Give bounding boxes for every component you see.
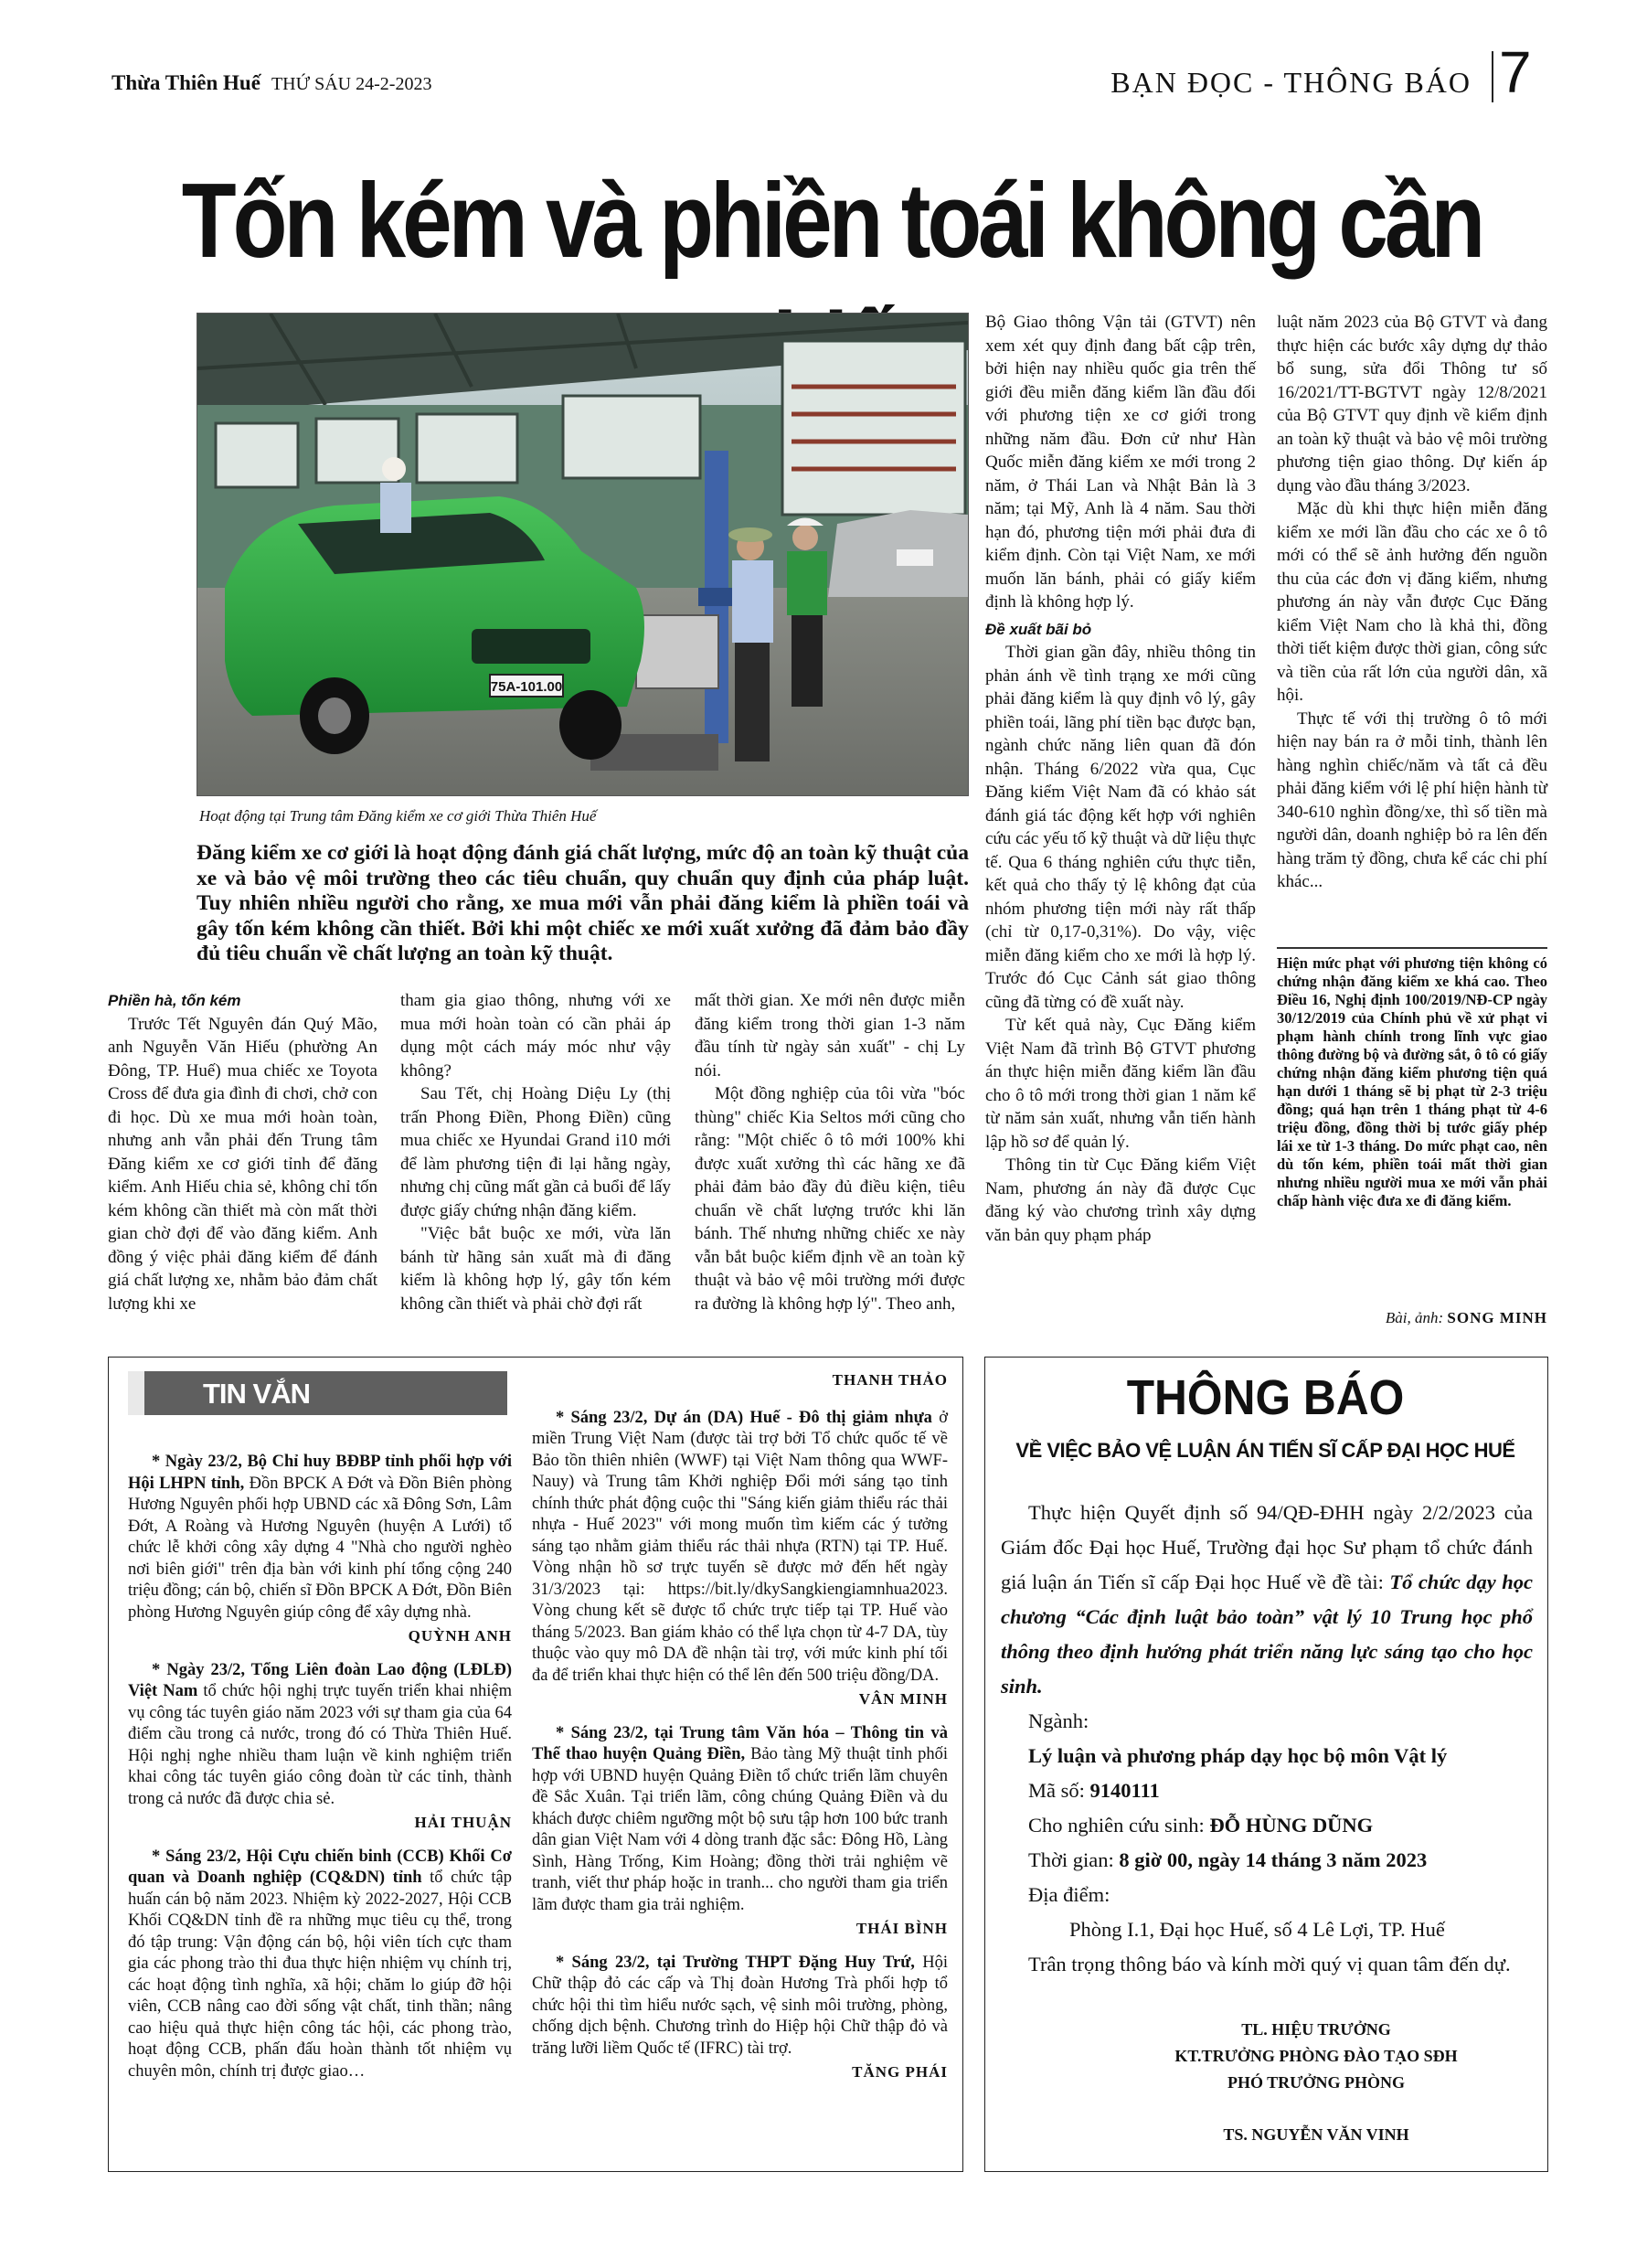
notice-closing: Trân trọng thông báo và kính mời quý vị quan tâm đến dự. bbox=[1028, 1953, 1511, 1975]
byline-label: Bài, ảnh: bbox=[1385, 1309, 1444, 1326]
news-author: HẢI THUẬN bbox=[414, 1814, 512, 1831]
tin-van-title: TIN VẮN bbox=[203, 1378, 310, 1410]
news-text: tổ chức tập huấn cán bộ năm 2023. Nhiệm kỳ 2022-2027, Hội CCB Khối CQ&DN tỉnh đề ra những mục tiêu cụ thể, trong đó tập trung: Vận động cán bộ, hội viên tích cực tham gia các phong trào thi đua thực hiện nhiệm vụ chính trị, các hoạt động tình nghĩa, xã hội; chăm lo giúp đỡ hội viên, CCB nâng cao đời sống vật chất, tinh thần; nâng cao hiệu quả thực hiện công tác hội, các phong trào, hoạt động CCB, phấn đấu hoàn thành tốt nhiệm vụ chuyên môn, chính trị được giao… bbox=[128, 1869, 512, 2081]
researcher-label: Cho nghiên cứu sinh: bbox=[1028, 1814, 1205, 1837]
paragraph: Mặc dù khi thực hiện miễn đăng kiểm xe mới lần đầu cho các xe ô tô mới có thể sẽ ảnh hưởng đến nguồn thu của các đơn vị đăng kiểm, nhưng phương án này vẫn được Cục Đăng kiểm Việt Nam cho là khả thi, đồng thời tiết kiệm được thời gian, công sức và tiền của rất lớn của người dân, xã hội. bbox=[1277, 499, 1547, 705]
news-lead: * Ngày 23/2, Bộ Chỉ huy BĐBP tỉnh phối hợp với Hội LHPN tỉnh, bbox=[128, 1453, 512, 1493]
place-label: Địa điểm: bbox=[1028, 1883, 1110, 1906]
paragraph: Thông tin từ Cục Đăng kiểm Việt Nam, phương án này đã được Cục đăng ký vào chương trình xây dựng văn bản quy phạm pháp bbox=[985, 1155, 1256, 1245]
penalty-info-box: Hiện mức phạt với phương tiện không có chứng nhận đăng kiểm xe khá cao. Theo Điều 16, Nghị định 100/2019/NĐ-CP ngày 30/12/2019 của Chính phủ về xử phạt vi phạm hành chính trong lĩnh vực giao thông đường bộ và đường sắt, ô tô có giấy chứng nhận đăng kiểm phương tiện quá hạn dưới 1 tháng sẽ bị phạt từ 2-3 triệu đồng; quá hạn trên 1 tháng phạt từ 4-6 triệu đồng, đồng thời bị tước giấy phép lái xe từ 1-3 tháng. Do mức phạt cao, nên dù tốn kém, phiền toái mất thời gian nhưng nhiều người mua xe mới vẫn phải chấp hành việc đưa xe đi đăng kiểm. bbox=[1277, 954, 1547, 1209]
tin-van-column-right bbox=[532, 1368, 948, 2096]
notice-intro: Thực hiện Quyết định số 94/QĐ-ĐHH ngày 2/2/2023 của Giám đốc Đại học Huế, Trường đại học Sư phạm tổ chức đánh giá luận án Tiến sĩ cấp Đại học Huế về đề tài: bbox=[1001, 1501, 1533, 1593]
paragraph: Bộ Giao thông Vận tải (GTVT) nên xem xét quy định đang bất cập trên, bởi hiện nay nhiều quốc gia trên thế giới đều miễn đăng kiểm lần đầu đối với phương tiện xe cơ giới trong những năm đầu. Đơn cử như Hàn Quốc miễn đăng kiểm xe mới trong 2 năm, ở Thái Lan và Nhật Bản là 3 năm; tại Mỹ, Anh là 4 năm. Sau thời hạn đó, phương tiện mới phải đưa đi kiểm định. Còn tại Việt Nam, xe mới muốn lăn bánh, phải có giấy kiểm định là không hợp lý. bbox=[985, 313, 1256, 612]
news-text: ở miền Trung Việt Nam (được tài trợ bởi Tổ chức quốc tế về Bảo tồn thiên nhiên (WWF) tại Việt Nam thông qua WWF-Nauy) và Trung tâm Khởi nghiệp Đổi mới sáng tạo tỉnh chính thức phát động cuộc thi "Sáng kiến giảm thiểu rác thải nhựa - Huế 2023" với mong muốn tìm kiếm các ý tưởng sáng tạo nhằm giảm thiểu rác thải nhựa (RTN) tại TP. Huế. Vòng nhận hồ sơ trực tuyến sẽ được mở đến hết ngày 31/3/2023 tại: https://bit.ly/dkySangkiengiamnhua2023. Vòng chung kết sẽ được tổ chức trực tiếp tại TP. Huế vào tháng 5/2023. Ban giám khảo có thể lựa chọn từ 4-7 DA, tùy thuộc vào quy mô DA đề nhận tài trợ, với mức kinh phí tối đa để triển khai thực hiện có thể lên đến 500 triệu đồng/DA. bbox=[532, 1408, 948, 1685]
news-author: QUỲNH ANH bbox=[408, 1627, 512, 1645]
photo-caption: Hoạt động tại Trung tâm Đăng kiểm xe cơ giới Thừa Thiên Huế bbox=[199, 807, 597, 825]
signature-title-2: KT.TRƯỞNG PHÒNG ĐÀO TẠO SĐH bbox=[1174, 2047, 1458, 2065]
section-name: BẠN ĐỌC - THÔNG BÁO bbox=[1110, 66, 1472, 99]
tin-van-column-left bbox=[128, 1452, 512, 2082]
signature-title-1: TL. HIỆU TRƯỞNG bbox=[1241, 2020, 1391, 2039]
news-item bbox=[532, 1408, 948, 1688]
subhead-de-xuat: Đề xuất bãi bỏ bbox=[985, 620, 1092, 638]
news-lead: * Ngày 23/2, Tổng Liên đoàn Lao động (LĐLĐ) Việt Nam bbox=[128, 1660, 512, 1700]
news-lead: * Sáng 23/2, Dự án (DA) Huế - Đô thị giảm nhựa bbox=[556, 1408, 932, 1427]
time-label: Thời gian: bbox=[1028, 1848, 1114, 1871]
subhead-phien-ha: Phiền hà, tốn kém bbox=[108, 992, 241, 1009]
news-lead: * Sáng 23/2, tại Trung tâm Văn hóa – Thông tin và Thể thao huyện Quảng Điền, bbox=[532, 1723, 948, 1763]
headline: Tốn kém và phiền toái không cần bbox=[181, 160, 1482, 280]
garage-scene-illustration bbox=[197, 314, 968, 795]
defense-time: 8 giờ 00, ngày 14 tháng 3 năm 2023 bbox=[1119, 1848, 1428, 1871]
paragraph: tham gia giao thông, nhưng với xe mua mới hoàn toàn có cần phải áp dụng một cách máy móc như vậy không? bbox=[400, 991, 671, 1081]
article-column-5 bbox=[1277, 311, 1547, 894]
major-code: 9140111 bbox=[1089, 1779, 1160, 1802]
page-number: 7 bbox=[1499, 39, 1532, 105]
paragraph: Trước Tết Nguyên đán Quý Mão, anh Nguyễn Văn Hiếu (phường An Đông, TP. Huế) mua chiếc xe Toyota Cross để đưa gia đình đi chơi, chở con đi học. Dù xe mua mới hoàn toàn, nhưng anh vẫn phải đến Trung tâm Đăng kiểm xe cơ giới tỉnh để đăng kiểm. Anh Hiếu chia sẻ, không chỉ tốn kém không cần thiết mà còn mất thời gian chờ đợi để vào đăng kiểm. Anh đồng ý việc phải đăng kiểm để đánh giá chất lượng xe, nhằm bảo đảm chất lượng khi xe bbox=[108, 1014, 377, 1314]
defense-place: Phòng I.1, Đại học Huế, số 4 Lê Lợi, TP. Huế bbox=[1069, 1918, 1445, 1941]
issue-date: THỨ SÁU 24-2-2023 bbox=[271, 74, 432, 94]
news-text: tổ chức hội nghị trực tuyến triển khai nhiệm vụ công tác tuyên giáo năm 2023 với sự tham gia của 64 điểm cầu trong cả nước, trong đó có Thừa Thiên Huế. Hội nghị nghe nhiều tham luận về kinh nghiệm triển khai công tác tuyên giáo công đoàn từ các tỉnh, thành trong cả nước đã được chia sẻ. bbox=[128, 1682, 512, 1808]
thesis-topic: Tổ chức dạy học chương “Các định luật bảo toàn” vật lý 10 Trung học phổ thông theo định hướng phát triển năng lực sáng tạo cho học sinh. bbox=[1001, 1571, 1534, 1698]
researcher-name: ĐỖ HÙNG DŨNG bbox=[1209, 1814, 1374, 1837]
article-column-1 bbox=[108, 989, 377, 1315]
code-label: Mã số: bbox=[1028, 1779, 1085, 1802]
article-lead: Đăng kiểm xe cơ giới là hoạt động đánh giá chất lượng, mức độ an toàn kỹ thuật của xe và bảo vệ môi trường theo các tiêu chuẩn, quy chuẩn quy định của pháp luật. Tuy nhiên nhiều người cho rằng, xe mua mới vẫn phải đăng kiểm là phiền toái và gây tốn kém không cần thiết. Bởi khi một chiếc xe mới xuất xưởng đã đảm bảo đầy đủ tiêu chuẩn về chất lượng an toàn kỹ thuật. bbox=[197, 841, 969, 965]
header-divider bbox=[1492, 51, 1493, 102]
article-column-3 bbox=[695, 989, 965, 1315]
news-author: THANH THẢO bbox=[832, 1371, 948, 1389]
paragraph: Thời gian gần đây, nhiều thông tin phản ánh về tình trạng xe mới cũng phải đăng kiểm là quy định vô lý, gây phiền toái, lãng phí tiền bạc được bạn, ngành chức năng liên quan đã đón nhận. Tháng 6/2022 vừa qua, Cục Đăng kiểm Việt Nam đã có khảo sát đánh giá tác động kết hợp với nghiên cứu các yếu tố kỹ thuật và dữ liệu thực tế. Qua 6 tháng nghiên cứu thực tiễn, kết quả cho thấy tỷ lệ không đạt của nhóm phương tiện mới này rất thấp (chỉ từ 0,17-0,31%). Do vậy, việc miễn đăng kiểm cho xe mới là hợp lý. Trước đó Cục Cảnh sát giao thông cũng đã từng có đề xuất này. bbox=[985, 643, 1256, 1012]
byline bbox=[1277, 1309, 1547, 1327]
news-text: Hội Chữ thập đỏ các cấp và Thị đoàn Hương Trà phối hợp tổ chức hội thi tìm hiểu nước sạch, vệ sinh môi trường, phòng, chống dịch bệnh. Chương trình do Hiệp hội Chữ thập đỏ và trăng lưỡi liềm Quốc tế (IFRC) tài trợ. bbox=[532, 1953, 948, 2058]
news-item bbox=[532, 1953, 948, 2060]
article-photo bbox=[197, 313, 969, 796]
news-item bbox=[532, 1723, 948, 1917]
paragraph: Thực tế với thị trường ô tô mới hiện nay bán ra ở mỗi tỉnh, thành lên hàng nghìn chiếc/năm và tất cả đều phải đăng kiểm với lệ phí hiện hành từ 340-610 nghìn đồng/xe, thì số tiền mà người dân, doanh nghiệp bỏ ra lên đến hàng trăm tỷ đồng, chưa kể các chi phí khác... bbox=[1277, 708, 1547, 891]
news-text: Đồn BPCK A Đớt và Đồn Biên phòng Hương Nguyên phối hợp UBND các xã Đông Sơn, Lâm Đớt, A Roàng và Hương Nguyên (huyện A Lưới) tổ chức lễ khởi công xây dựng 4 "Nhà cho người nghèo nơi biên giới" trên địa bàn với kinh phí tổng cộng 240 triệu đồng; cán bộ, chiến sĩ Đồn BPCK A Đớt, Đồn Biên phòng Hương Nguyên giúp công để xây dựng nhà. bbox=[128, 1474, 512, 1622]
paragraph: Từ kết quả này, Cục Đăng kiểm Việt Nam đã trình Bộ GTVT phương án thực hiện miễn đăng kiểm lần đầu cho ô tô mới trong thời gian 1 năm kể từ năm sản xuất, nhưng vẫn tiến hành lập hồ sơ để quản lý. bbox=[985, 1016, 1256, 1152]
sidebar-box-top-rule bbox=[1277, 947, 1547, 949]
masthead bbox=[112, 71, 660, 102]
news-item bbox=[128, 1452, 512, 1624]
article-column-4 bbox=[985, 311, 1256, 1247]
notice-subtitle: VỀ VIỆC BẢO VỆ LUẬN ÁN TIẾN SĨ CẤP ĐẠI HỌC HUẾ bbox=[1015, 1439, 1515, 1462]
news-lead: * Sáng 23/2, tại Trường THPT Đặng Huy Trứ, bbox=[556, 1953, 915, 1972]
signature-block bbox=[1124, 2017, 1508, 2148]
article-column-2 bbox=[400, 989, 671, 1315]
notice-title: THÔNG BÁO bbox=[1126, 1370, 1405, 1425]
major-name: Lý luận và phương pháp dạy học bộ môn Vật lý bbox=[1028, 1744, 1448, 1767]
news-author: VÂN MINH bbox=[858, 1690, 948, 1708]
byline-author: SONG MINH bbox=[1447, 1309, 1547, 1326]
news-lead: * Sáng 23/2, Hội Cựu chiến binh (CCB) Khối Cơ quan và Doanh nghiệp (CQ&DN) tỉnh bbox=[128, 1847, 512, 1887]
paragraph: Một đồng nghiệp của tôi vừa "bóc thùng" chiếc Kia Seltos mới cũng cho rằng: "Một chiếc ô tô mới 100% khi được xuất xưởng thì các hãng xe đã phải đảm bảo đầy đủ điều kiện, tiêu chuẩn về chất lượng trước khi lăn bánh. Thế nhưng những chiếc xe này vẫn bắt buộc kiểm định về an toàn kỹ thuật và bảo vệ môi trường mới được ra đường là không hợp lý". Theo anh, bbox=[695, 1084, 965, 1314]
paragraph: "Việc bắt buộc xe mới, vừa lăn bánh từ hãng sản xuất mà đi đăng kiểm là không hợp lý, gây tốn kém không cần thiết và phải chờ đợi rất bbox=[400, 1224, 671, 1314]
notice-body bbox=[1001, 1496, 1533, 1982]
license-plate: 75A-101.00 bbox=[490, 679, 563, 695]
news-author: THÁI BÌNH bbox=[855, 1920, 948, 1937]
paper-name: Thừa Thiên Huế bbox=[112, 71, 260, 94]
paragraph: mất thời gian. Xe mới nên được miễn đăng kiểm trong thời gian 1-3 năm đầu tính từ ngày sản xuất" - chị Ly nói. bbox=[695, 991, 965, 1081]
news-text: Bảo tàng Mỹ thuật tỉnh phối hợp với UBND huyện Quảng Điền tổ chức triển lãm chuyên đề Sắc Xuân. Tại triển lãm, công chúng Quảng Điền và du khách được chiêm ngưỡng một bộ sưu tập hơn 100 bức tranh dân gian Việt Nam với 4 dòng tranh đặc sắc: Đông Hồ, Làng Sình, Hàng Trống, Kim Hoàng; đồng thời trải nghiệm vẽ tranh, viết thư pháp hoặc in tranh... cho người tham gia triển lãm được tham gia trải nghiệm. bbox=[532, 1745, 948, 1914]
paragraph: Sau Tết, chị Hoàng Diệu Ly (thị trấn Phong Điền, Phong Điền) cũng mua chiếc xe Hyundai Grand i10 mới để làm phương tiện đi lại hằng ngày, nhưng chị cũng mất gần cả buổi để lấy được giấy chứng nhận đăng kiểm. bbox=[400, 1084, 671, 1220]
signature-title-3: PHÓ TRƯỞNG PHÒNG bbox=[1227, 2073, 1405, 2092]
tin-van-title-accent bbox=[128, 1371, 144, 1415]
news-item bbox=[128, 1847, 512, 2083]
signer-name: TS. NGUYỄN VĂN VINH bbox=[1223, 2125, 1409, 2144]
paragraph: luật năm 2023 của Bộ GTVT và đang thực hiện các bước xây dựng dự thảo bổ sung, sửa đổi Thông tư số 16/2021/TT-BGTVT ngày 12/8/2021 của Bộ GTVT quy định về kiểm định an toàn kỹ thuật và bảo vệ môi trường phương tiện giao thông. Dự kiến áp dụng vào đầu tháng 3/2023. bbox=[1277, 313, 1547, 495]
tin-van-title-bar bbox=[128, 1371, 507, 1415]
major-label: Ngành: bbox=[1028, 1709, 1089, 1732]
news-author: TĂNG PHÁI bbox=[852, 2063, 948, 2081]
news-item bbox=[128, 1660, 512, 1811]
